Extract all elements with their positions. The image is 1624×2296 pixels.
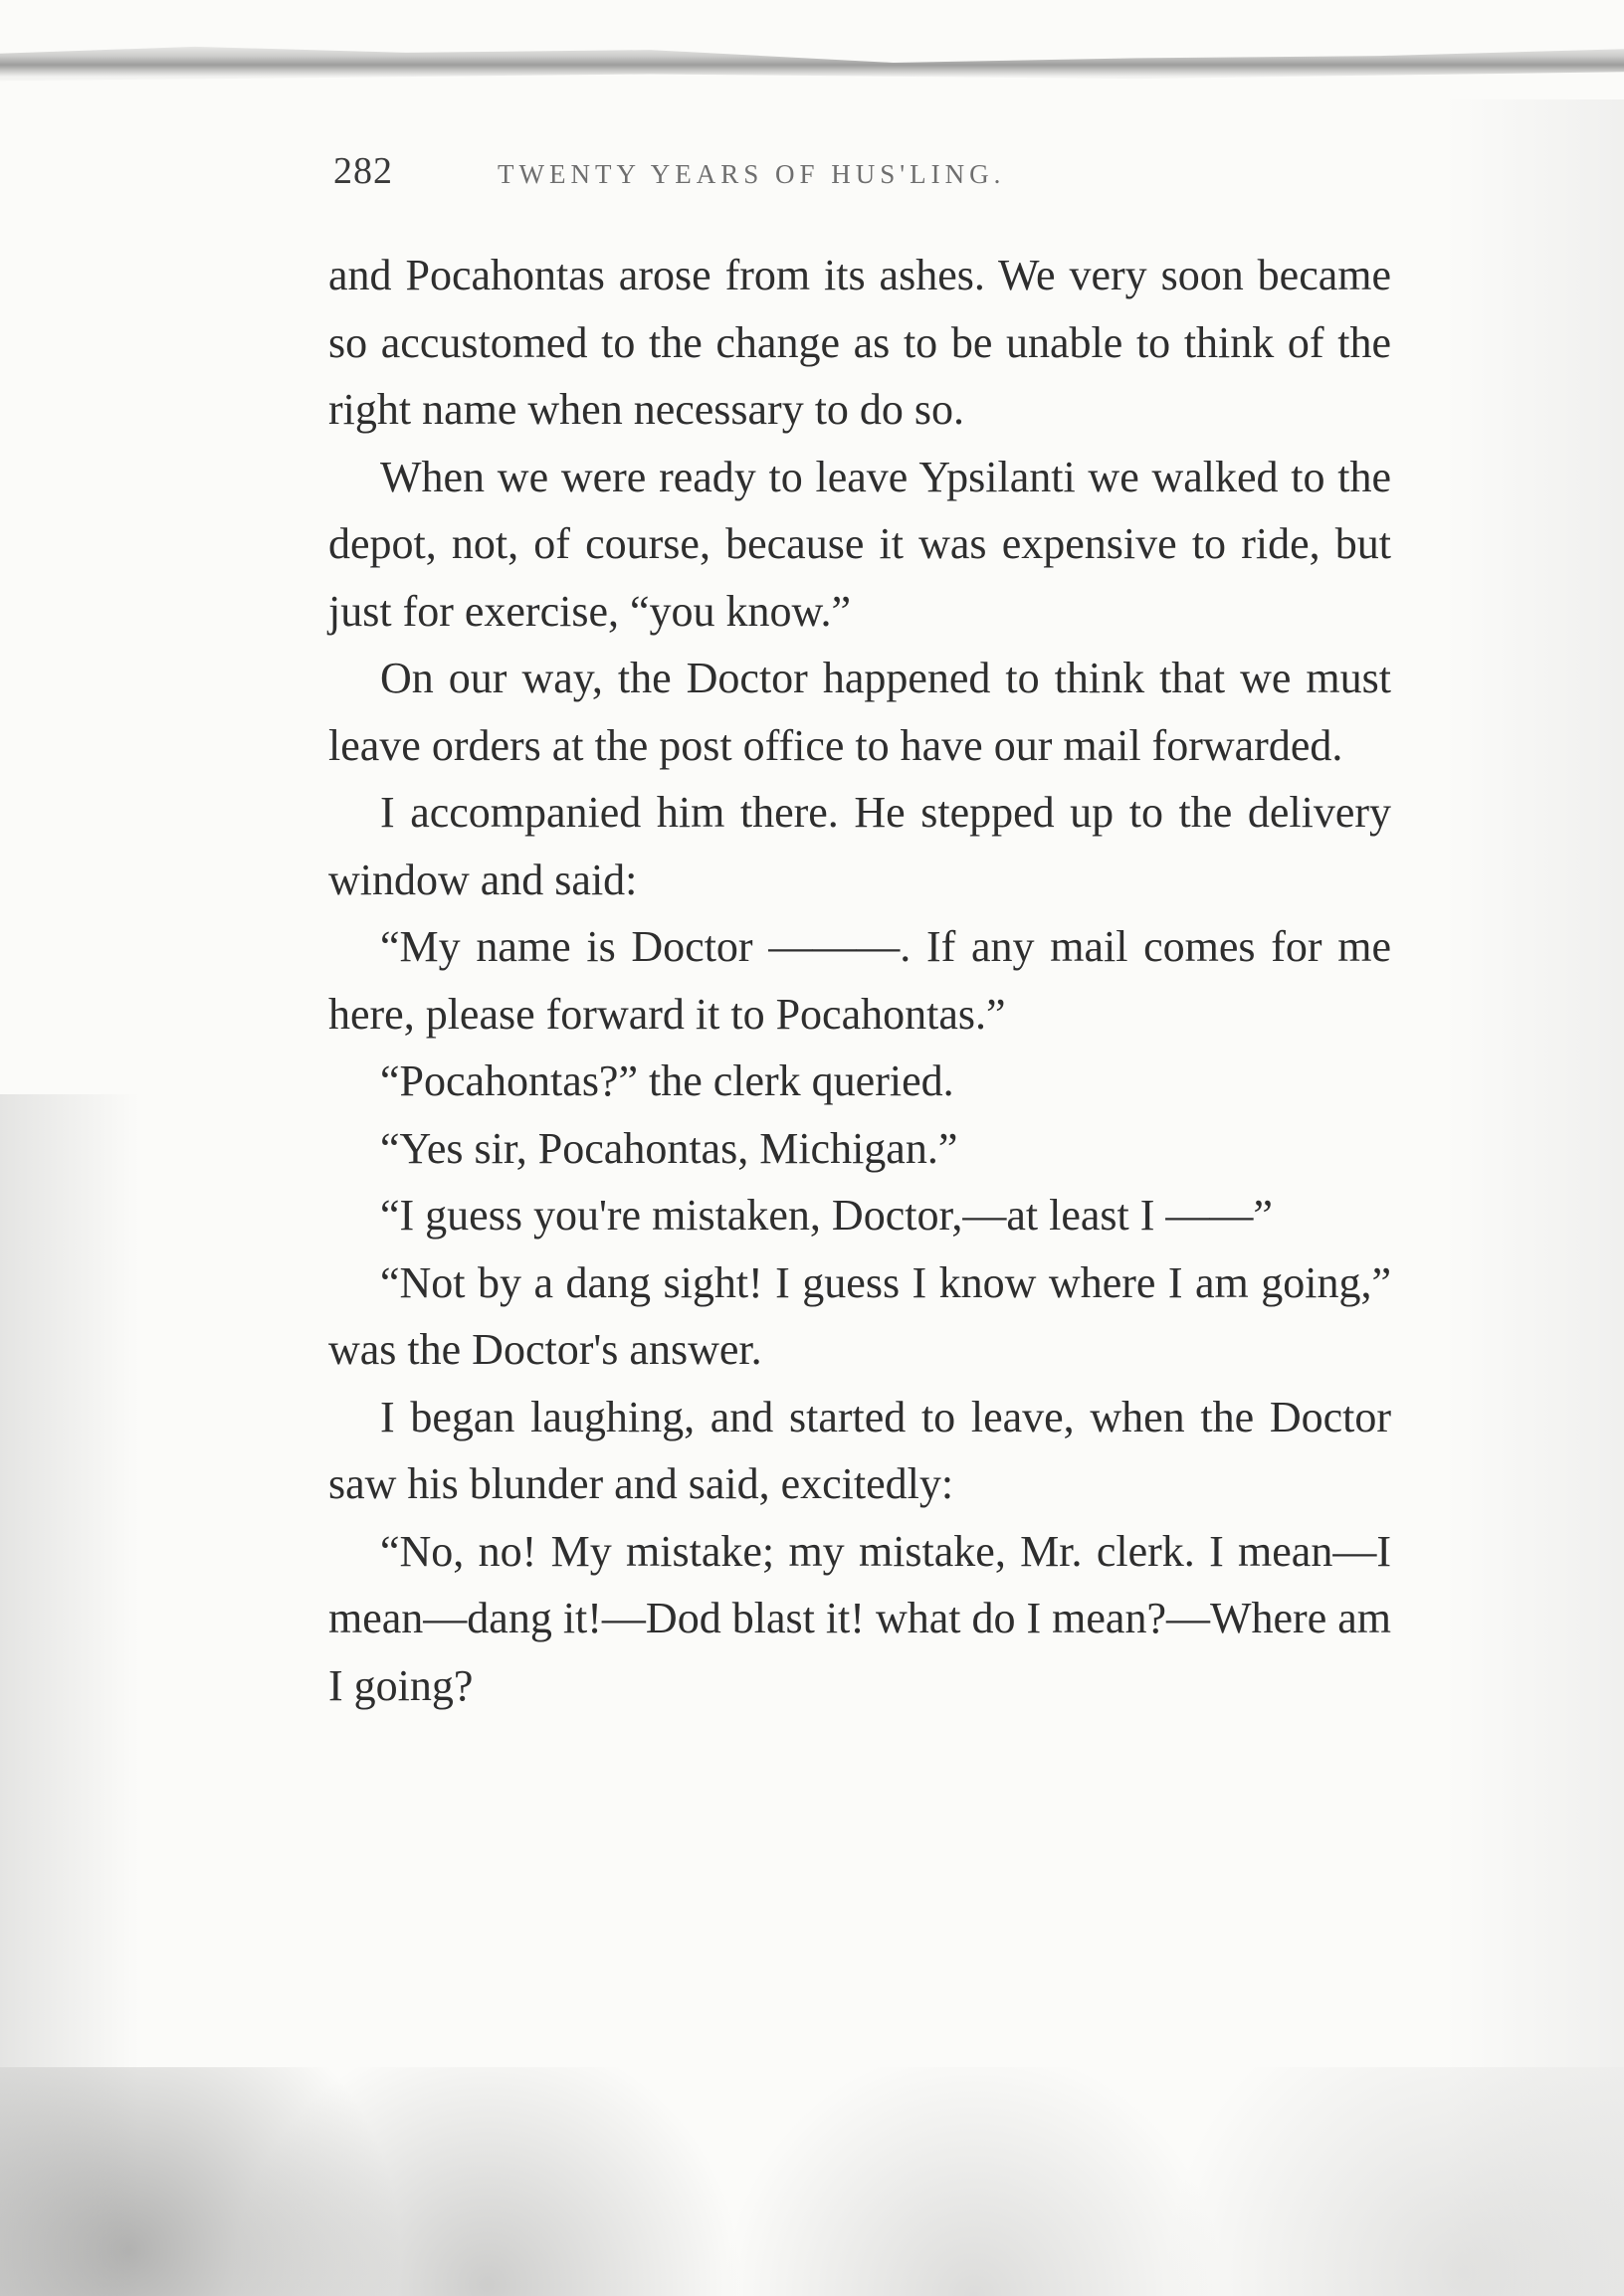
scan-noise-bottom [0, 2067, 1624, 2296]
paragraph: “Yes sir, Pocahontas, Michigan.” [380, 1123, 958, 1173]
scan-noise-right [1445, 99, 1624, 2296]
paragraph: “My name is Doctor ———. If any mail comes for me here, please forward it to Pocahontas.” [328, 922, 1391, 1039]
paragraph: On our way, the Doctor happened to think that we must leave orders at the post office to have our mail forwarded. [328, 654, 1391, 770]
paragraph: “No, no! My mistake; my mistake, Mr. clerk. I mean—I mean—dang it!—Dod blast it! what do I mean?—Where am I going? [328, 1526, 1391, 1710]
paragraph: I accompanied him there. He stepped up to the delivery window and said: [328, 788, 1391, 904]
scan-edge-shadow [0, 40, 1624, 86]
paragraph: When we were ready to leave Ypsilanti we walked to the depot, not, of course, because it was expensive to ride, but just for exercise, “you know.” [328, 452, 1391, 636]
paragraph: I began laughing, and started to leave, when the Doctor saw his blunder and said, excitedly: [328, 1392, 1391, 1508]
paragraph: and Pocahontas arose from its ashes. We very soon became so accustomed to the change as to be unable to think of the right name when necessary to do so. [328, 251, 1391, 434]
paragraph: “Not by a dang sight! I guess I know where I am going,” was the Doctor's answer. [328, 1257, 1391, 1374]
paragraph: “Pocahontas?” the clerk queried. [380, 1056, 954, 1105]
page-header [333, 149, 1229, 209]
running-title: TWENTY YEARS OF HUS'LING. [498, 159, 1006, 189]
paragraph: “I guess you're mistaken, Doctor,—at least I ——” [380, 1191, 1273, 1240]
page-number: 282 [333, 150, 393, 192]
body-text [328, 242, 1391, 1719]
